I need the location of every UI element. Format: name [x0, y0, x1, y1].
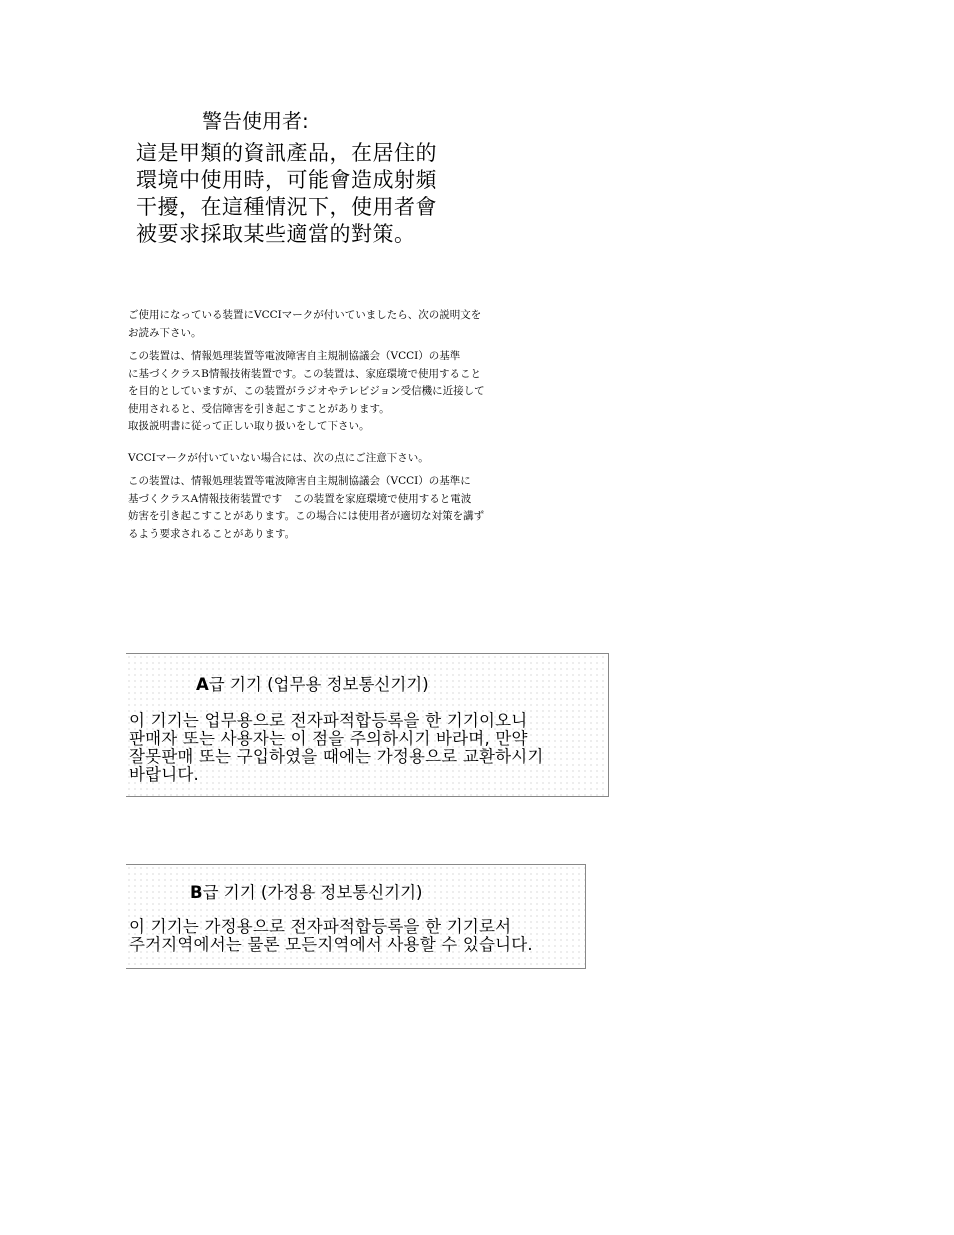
- class-letter: A: [196, 675, 209, 694]
- korea-class-b-box: [126, 864, 586, 969]
- taiwan-warning-line: 干擾，在這種情況下，使用者會: [136, 195, 437, 219]
- title-text: 급 기기 (가정용 정보통신기기): [202, 883, 423, 902]
- jp-text-line: ご使用になっている装置にVCCIマークが付いていましたら、次の説明文を: [128, 309, 482, 321]
- jp-class-a-paragraph: [128, 473, 548, 543]
- jp-text-line: 基づくクラスA情報技術装置です この装置を家庭環境で使用すると電波: [128, 492, 472, 505]
- taiwan-warning-line: 環境中使用時，可能會造成射頻: [136, 168, 437, 192]
- korea-class-b-title: [190, 883, 422, 903]
- kr-text-line: 바랍니다.: [129, 765, 200, 784]
- paragraph-gap: [128, 442, 548, 450]
- class-letter: B: [190, 883, 203, 902]
- korea-class-a-box: [126, 653, 609, 797]
- taiwan-warning-title: 警告使用者:: [202, 109, 309, 133]
- korea-class-a-title: [196, 675, 429, 695]
- jp-intro-paragraph: [128, 307, 548, 342]
- taiwan-warning-line: 被要求採取某些適當的對策。: [136, 222, 416, 246]
- jp-text-line: 取扱説明書に従って正しい取り扱いをして下さい。: [128, 420, 370, 432]
- kr-text-line: 이 기기는 가정용으로 전자파적합등록을 한 기기로서: [129, 917, 512, 936]
- korea-class-b-body: [129, 918, 533, 954]
- jp-text-line: お読み下さい。: [128, 326, 202, 339]
- jp-text-line: VCCIマークが付いていない場合には、次の点にご注意下さい。: [128, 451, 429, 464]
- korea-class-a-body: [129, 712, 544, 784]
- jp-class-b-paragraph: [128, 348, 548, 436]
- kr-text-line: 판매자 또는 사용자는 이 점을 주의하시기 바라며, 만약: [129, 729, 528, 748]
- taiwan-warning-line: 這是甲類的資訊產品，在居住的: [136, 141, 437, 165]
- jp-text-line: に基づくクラスB情報技術装置です。この装置は、家庭環境で使用すること: [128, 367, 482, 380]
- jp-text-line: 妨害を引き起こすことがあります。この場合には使用者が適切な対策を講ず: [128, 510, 485, 522]
- title-text: 급 기기 (업무용 정보통신기기): [208, 675, 429, 694]
- jp-text-line: この装置は、情報処理装置等電波障害自主規制協議会（VCCI）の基準に: [128, 475, 471, 487]
- jp-text-line: を目的としていますが、この装置がラジオやテレビジョン受信機に近接して: [128, 385, 485, 397]
- taiwan-warning: [136, 108, 476, 248]
- jp-text-line: るよう要求されることがあります。: [128, 527, 296, 540]
- kr-text-line: 이 기기는 업무용으로 전자파적합등록을 한 기기이오니: [129, 711, 528, 730]
- kr-text-line: 주거지역에서는 물론 모든지역에서 사용할 수 있습니다.: [129, 935, 533, 954]
- jp-text-line: 使用されると、受信障害を引き起こすことがあります。: [128, 402, 390, 415]
- kr-text-line: 잘못판매 또는 구입하였을 때에는 가정용으로 교환하시기: [129, 747, 544, 766]
- jp-text-line: この装置は、情報処理装置等電波障害自主規制協議会（VCCI）の基準: [128, 350, 461, 362]
- jp-no-mark-paragraph: [128, 450, 548, 468]
- japan-vcci-notice: [128, 307, 548, 549]
